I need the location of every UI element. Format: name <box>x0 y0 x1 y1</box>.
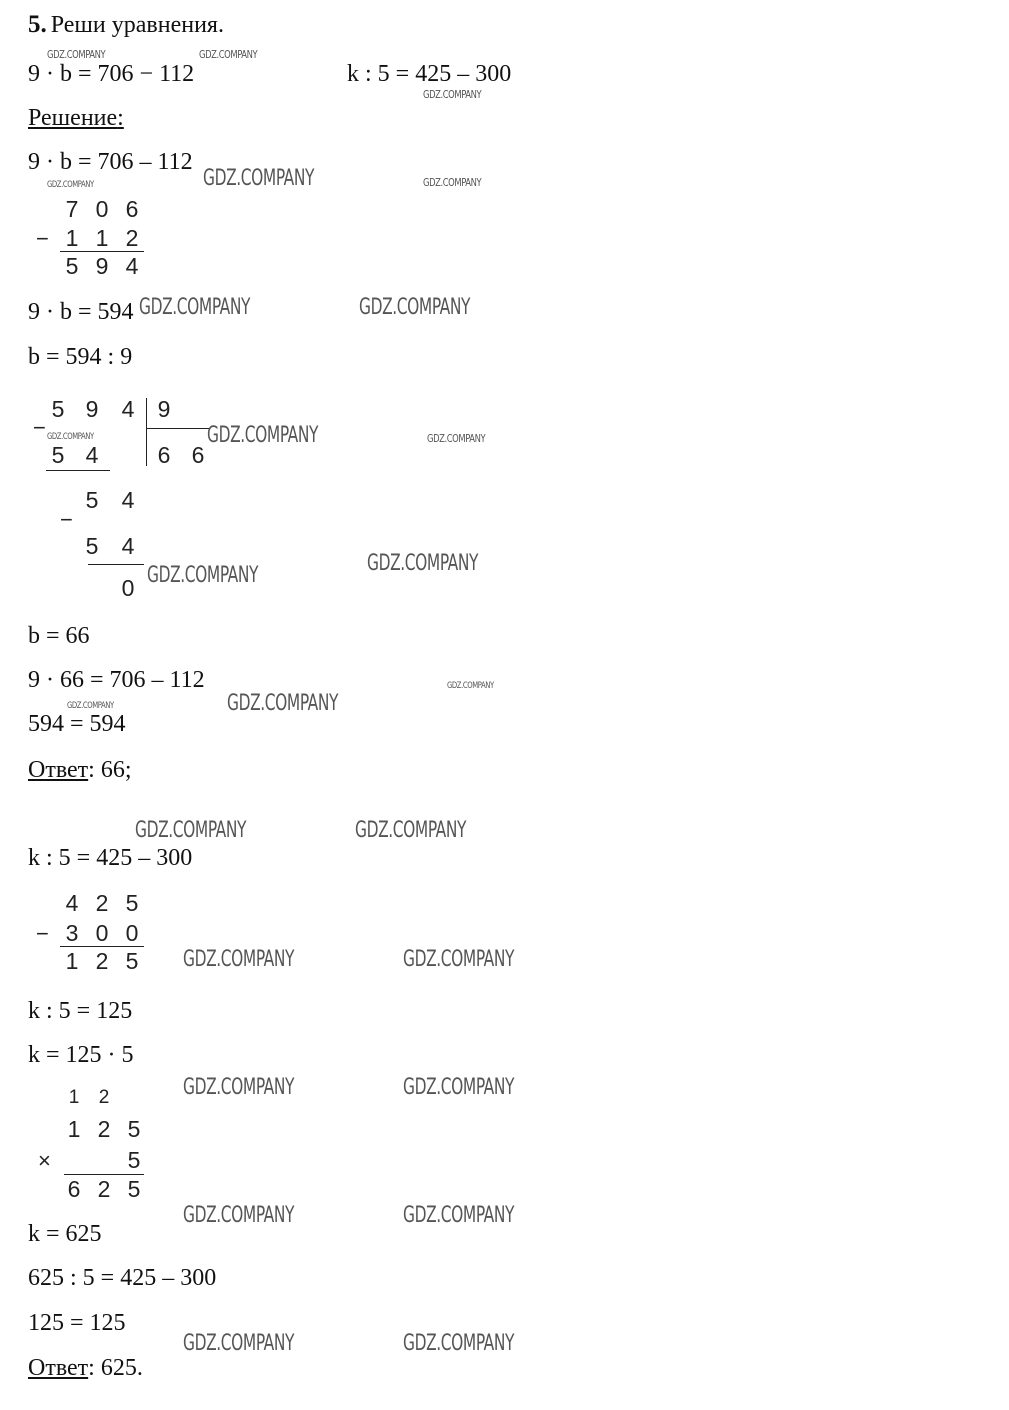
watermark: GDZ.COMPANY <box>183 1075 295 1100</box>
watermark: GDZ.COMPANY <box>199 48 258 61</box>
partial-line-2 <box>88 564 144 565</box>
watermark: GDZ.COMPANY <box>403 1203 515 1228</box>
watermark: GDZ.COMPANY <box>203 166 315 191</box>
answer-value: : 66; <box>88 757 132 783</box>
quotient-line <box>146 428 210 429</box>
watermark: GDZ.COMPANY <box>355 818 467 843</box>
watermark: GDZ.COMPANY <box>47 48 106 61</box>
watermark: GDZ.COMPANY <box>207 423 319 448</box>
task-number: 5. <box>28 11 47 38</box>
part2-answer <box>28 1354 143 1382</box>
answer-label: Ответ <box>28 757 89 783</box>
part1-equation: 9 · b = 706 – 112 <box>28 149 193 175</box>
part1-step1: 9 · b = 594 <box>28 299 134 325</box>
part1-check-1: 9 · 66 = 706 – 112 <box>28 667 205 693</box>
task-equation-1: 9 · b = 706 − 112 <box>28 61 195 87</box>
part1-answer <box>28 756 132 784</box>
minus-sign: − <box>33 415 46 440</box>
answer-value: : 625. <box>88 1355 143 1381</box>
watermark: GDZ.COMPANY <box>427 432 486 445</box>
watermark: GDZ.COMPANY <box>447 681 494 691</box>
watermark: GDZ.COMPANY <box>67 701 114 711</box>
watermark: GDZ.COMPANY <box>359 295 471 320</box>
part2-step1: k : 5 = 125 <box>28 998 133 1024</box>
watermark: GDZ.COMPANY <box>423 176 482 189</box>
watermark: GDZ.COMPANY <box>139 295 251 320</box>
watermark: GDZ.COMPANY <box>47 180 94 190</box>
watermark: GDZ.COMPANY <box>403 1331 515 1356</box>
watermark: GDZ.COMPANY <box>403 1075 515 1100</box>
task-title-text: Реши уравнения. <box>50 12 224 38</box>
watermark: GDZ.COMPANY <box>147 563 259 588</box>
division-bar <box>146 398 147 466</box>
watermark: GDZ.COMPANY <box>423 88 482 101</box>
part2-equation: k : 5 = 425 – 300 <box>28 845 193 871</box>
part2-check-2: 125 = 125 <box>28 1310 126 1336</box>
watermark: GDZ.COMPANY <box>135 818 247 843</box>
part1-check-2: 594 = 594 <box>28 711 126 737</box>
multiply-sign: × <box>38 1148 51 1173</box>
answer-label: Ответ <box>28 1355 89 1381</box>
watermark: GDZ.COMPANY <box>367 551 479 576</box>
watermark: GDZ.COMPANY <box>227 691 339 716</box>
part2-result: k = 625 <box>28 1221 102 1247</box>
watermark: GDZ.COMPANY <box>183 947 295 972</box>
multiplication-line <box>64 1174 144 1175</box>
minus-sign: − <box>36 226 49 251</box>
solution-heading: Решение: <box>28 105 124 131</box>
task-title <box>28 11 224 39</box>
minus-sign: − <box>36 921 49 946</box>
watermark: GDZ.COMPANY <box>47 432 94 442</box>
watermark: GDZ.COMPANY <box>183 1203 295 1228</box>
watermark: GDZ.COMPANY <box>403 947 515 972</box>
part1-result: b = 66 <box>28 623 90 649</box>
part2-check-1: 625 : 5 = 425 – 300 <box>28 1265 217 1291</box>
partial-line-1 <box>46 470 110 471</box>
subtraction-line <box>60 946 144 947</box>
watermark: GDZ.COMPANY <box>183 1331 295 1356</box>
part2-step2: k = 125 · 5 <box>28 1042 134 1068</box>
minus-sign: − <box>60 507 73 532</box>
part1-step2: b = 594 : 9 <box>28 344 133 370</box>
task-equation-2: k : 5 = 425 – 300 <box>347 61 512 87</box>
subtraction-line <box>60 251 144 252</box>
